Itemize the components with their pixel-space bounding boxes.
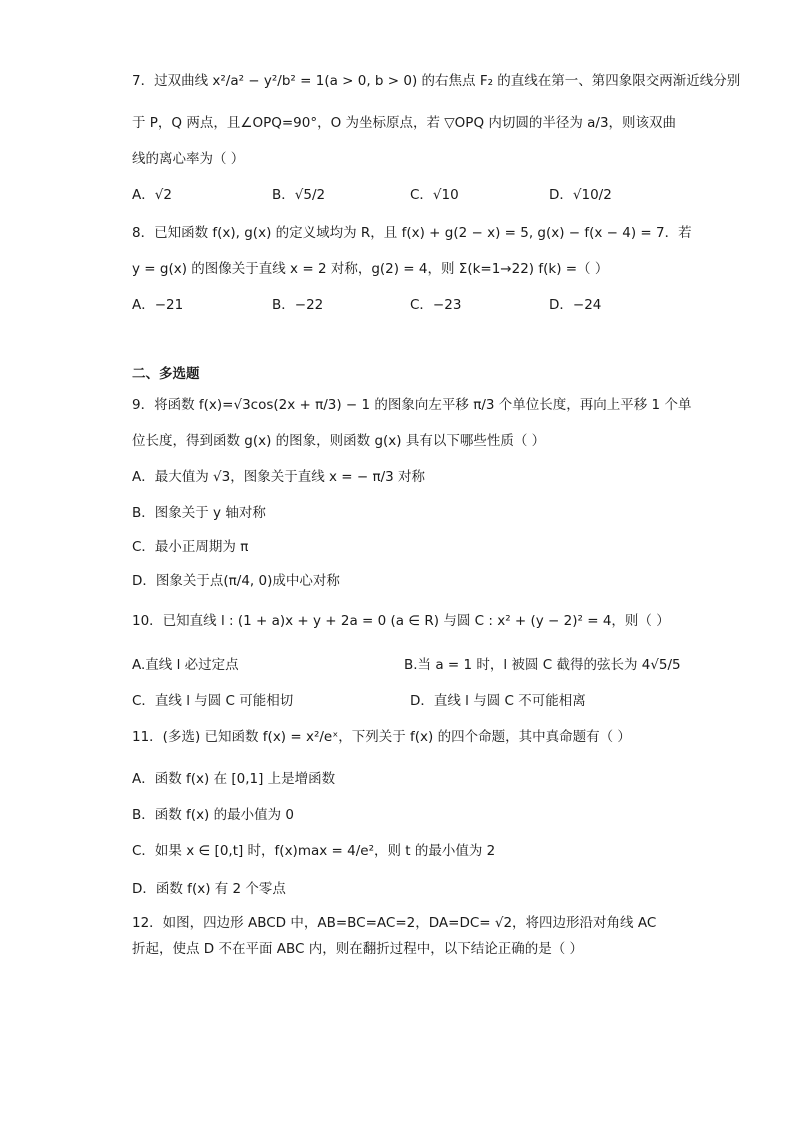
q11-option-b: B．函数 f(x) 的最小值为 0 — [132, 807, 294, 823]
q9-line-1: 9．将函数 f(x)=√3cos(2x + π/3) − 1 的图象向左平移 π/3 个单位长度，再向上平移 1 个单 — [132, 397, 692, 413]
q10-option-c: C．直线 l 与圆 C 可能相切 — [132, 693, 294, 709]
q7-line-2: 于 P，Q 两点，且∠OPQ=90°，O 为坐标原点，若 ▽OPQ 内切圆的半径为 a/3，则该双曲 — [132, 115, 677, 131]
q7-option-d: D．√10/2 — [549, 187, 612, 203]
q10-option-d: D．直线 l 与圆 C 不可能相离 — [410, 693, 586, 709]
q11-option-a: A．函数 f(x) 在 [0,1] 上是增函数 — [132, 771, 336, 787]
q10-option-a: A.直线 l 必过定点 — [132, 657, 239, 673]
q7-option-b: B．√5/2 — [272, 187, 326, 203]
q8-line-1: 8．已知函数 f(x), g(x) 的定义域均为 R，且 f(x) + g(2 − x) = 5, g(x) − f(x − 4) = 7．若 — [132, 225, 692, 241]
q7-option-a: A．√2 — [132, 187, 172, 203]
q9-option-a: A．最大值为 √3，图象关于直线 x = − π/3 对称 — [132, 469, 426, 485]
q8-line-2: y = g(x) 的图像关于直线 x = 2 对称，g(2) = 4，则 Σ(k=1→22) f(k) =（ ） — [132, 261, 609, 277]
q7-option-c: C．√10 — [410, 187, 459, 203]
q8-option-b: B．−22 — [272, 297, 324, 313]
q12-line-1: 12．如图，四边形 ABCD 中，AB=BC=AC=2，DA=DC= √2，将四边形沿对角线 AC — [132, 915, 657, 931]
q8-option-a: A．−21 — [132, 297, 184, 313]
q12-line-2: 折起，使点 D 不在平面 ABC 内，则在翻折过程中，以下结论正确的是（ ） — [132, 941, 584, 957]
q8-option-c: C．−23 — [410, 297, 462, 313]
q9-option-c: C．最小正周期为 π — [132, 539, 249, 555]
q10-line-1: 10．已知直线 l : (1 + a)x + y + 2a = 0 (a ∈ R) 与圆 C : x² + (y − 2)² = 4，则（ ） — [132, 613, 670, 629]
q10-option-b: B.当 a = 1 时，l 被圆 C 截得的弦长为 4√5/5 — [404, 657, 681, 673]
q11-option-d: D．函数 f(x) 有 2 个零点 — [132, 881, 286, 897]
q11-line-1: 11．(多选) 已知函数 f(x) = x²/eˣ，下列关于 f(x) 的四个命题，其中真命题有（ ） — [132, 729, 631, 745]
q8-option-d: D．−24 — [549, 297, 602, 313]
q7-line-1: 7．过双曲线 x²/a² − y²/b² = 1(a > 0, b > 0) 的右焦点 F₂ 的直线在第一、第四象限交两渐近线分别 — [132, 73, 741, 89]
q7-line-3: 线的离心率为（ ） — [132, 151, 245, 167]
q9-option-d: D．图象关于点(π/4, 0)成中心对称 — [132, 573, 340, 589]
q9-line-2: 位长度，得到函数 g(x) 的图象，则函数 g(x) 具有以下哪些性质（ ） — [132, 433, 546, 449]
q9-option-b: B．图象关于 y 轴对称 — [132, 505, 266, 521]
section-heading-multiple-choice: 二、多选题 — [132, 366, 200, 382]
q11-option-c: C．如果 x ∈ [0,t] 时，f(x)max = 4/e²，则 t 的最小值为 2 — [132, 843, 496, 859]
